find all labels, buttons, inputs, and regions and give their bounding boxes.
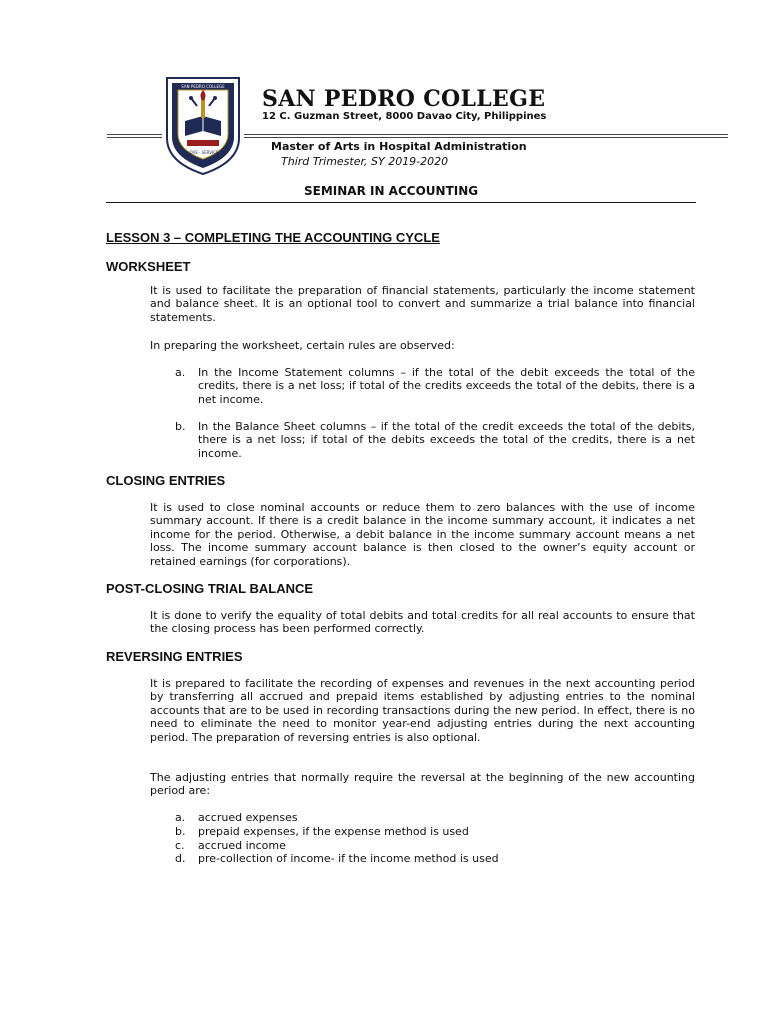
- college-address: 12 C. Guzman Street, 8000 Davao City, Philippines: [262, 111, 547, 122]
- list-item-text: pre-collection of income- if the income method is used: [198, 852, 499, 865]
- list-item-text: prepaid expenses, if the expense method is used: [198, 825, 469, 838]
- lesson-title: LESSON 3 – COMPLETING THE ACCOUNTING CYCLE: [106, 230, 440, 245]
- closing-entries-heading: CLOSING ENTRIES: [106, 473, 226, 488]
- list-marker: a.: [175, 811, 186, 824]
- seal-bottom-text: LOVE · SERVICE: [187, 150, 219, 155]
- list-marker: b.: [175, 420, 186, 433]
- reversing-entries-paragraph-1: It is prepared to facilitate the recording of expenses and revenues in the next accounting period by transferring all accrued and prepaid items established by adjusting entries to the nominal accounts that are to be used in recording transactions during the new period. In effect, there is no need to eliminate the need to monitor year-end adjusting entries during the next accounting period. The preparation of reversing entries is also optional.: [150, 677, 695, 744]
- worksheet-paragraph-1: It is used to facilitate the preparation of financial statements, particularly the income statement and balance sheet. It is an optional tool to convert and summarize a trial balance into financial statements.: [150, 284, 695, 324]
- post-closing-heading: POST-CLOSING TRIAL BALANCE: [106, 581, 314, 596]
- worksheet-rule-b: [175, 420, 695, 460]
- reversing-entries-paragraph-2: The adjusting entries that normally require the reversal at the beginning of the new accounting period are:: [150, 771, 695, 798]
- post-closing-paragraph: It is done to verify the equality of total debits and total credits for all real accounts to ensure that the closing process has been performed correctly.: [150, 609, 695, 636]
- list-marker: d.: [175, 852, 186, 865]
- program-name: Master of Arts in Hospital Administration: [271, 140, 527, 153]
- list-item-text: In the Income Statement columns – if the total of the debit exceeds the total of the credits, there is a net loss; if total of the credits exceeds the total of the debits, there is a net income.: [198, 366, 695, 406]
- list-item-text: accrued income: [198, 839, 286, 852]
- reversal-item-a: [175, 811, 298, 825]
- worksheet-rule-a: [175, 366, 695, 406]
- reversing-entries-heading: REVERSING ENTRIES: [106, 649, 243, 664]
- list-marker: b.: [175, 825, 186, 838]
- list-marker: a.: [175, 366, 186, 379]
- reversal-item-c: [175, 839, 286, 853]
- list-item-text: In the Balance Sheet columns – if the total of the credit exceeds the total of the debits, there is a net loss; if total of the debits exceeds the total of the credits, there is a net income.: [198, 420, 695, 460]
- seal-top-text: SAN PEDRO COLLEGE: [181, 84, 225, 89]
- header-rule-left: [107, 134, 162, 135]
- header-rule-right-double: [244, 137, 728, 138]
- college-name: SAN PEDRO COLLEGE: [262, 86, 546, 112]
- list-marker: c.: [175, 839, 185, 852]
- course-title-rule: [106, 202, 696, 203]
- header-rule-left-double: [107, 137, 162, 138]
- course-title: SEMINAR IN ACCOUNTING: [304, 184, 479, 198]
- closing-entries-paragraph: It is used to close nominal accounts or reduce them to zero balances with the use of income summary account. If there is a credit balance in the income summary account, it indicates a net income for the period. Otherwise, a debit balance in the income summary account means a net loss. The income summary account balance is then closed to the owner’s equity account or retained earnings (for corporations).: [150, 501, 695, 568]
- reversal-item-d: [175, 852, 499, 866]
- reversal-item-b: [175, 825, 469, 839]
- header-rule-right: [244, 134, 728, 135]
- college-seal-logo: [165, 76, 241, 176]
- worksheet-heading: WORKSHEET: [106, 259, 191, 274]
- worksheet-paragraph-2: In preparing the worksheet, certain rules are observed:: [150, 339, 455, 352]
- list-item-text: accrued expenses: [198, 811, 298, 824]
- term: Third Trimester, SY 2019-2020: [281, 155, 449, 168]
